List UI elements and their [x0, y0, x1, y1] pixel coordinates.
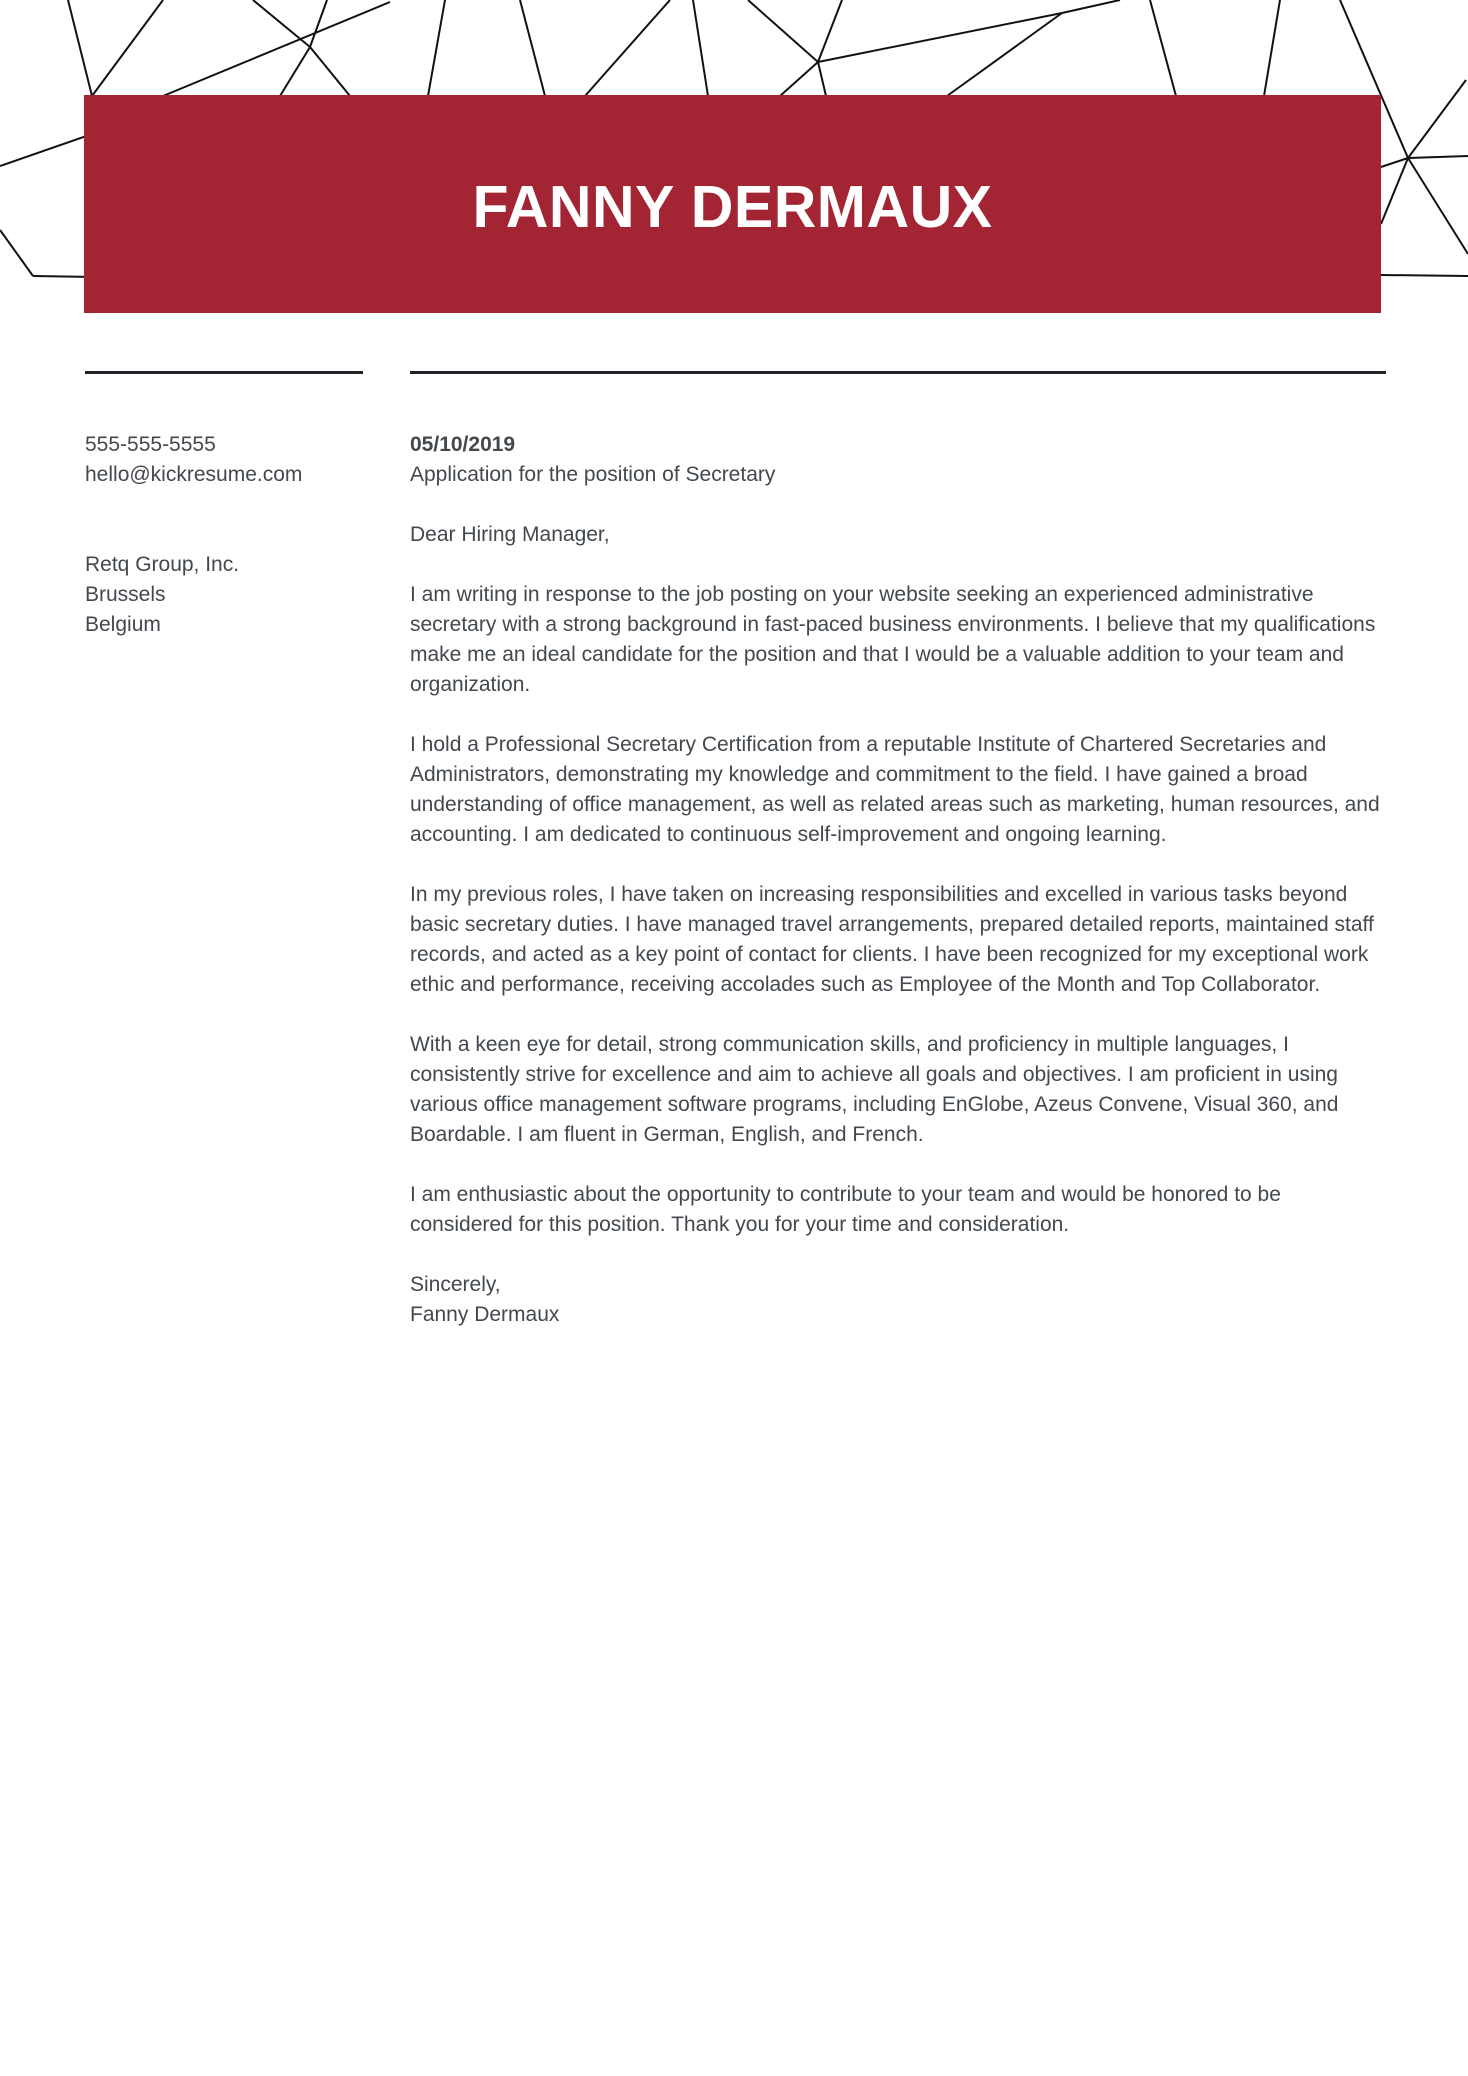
contact-column [85, 371, 363, 640]
letter-salutation: Dear Hiring Manager, [410, 523, 610, 546]
letter-paragraph: I hold a Professional Secretary Certification from a reputable Institute of Chartered Secretaries and Administrators, demonstrating my knowledge and commitment to the field. I have gained a broad understanding of office management, as well as related areas such as marketing, human resources, and accounting. I am dedicated to continuous self-improvement and ongoing learning. [410, 733, 1380, 846]
recipient-city: Brussels [85, 583, 166, 606]
letter-closing: Sincerely, [410, 1273, 501, 1296]
contact-email: hello@kickresume.com [85, 463, 303, 486]
letter-paragraph: With a keen eye for detail, strong communication skills, and proficiency in multiple languages, I consistently strive for excellence and aim to achieve all goals and objectives. I am proficient in using various office management software programs, including EnGlobe, Azeus Convene, Visual 360, and Boardable. I am fluent in German, English, and French. [410, 1033, 1339, 1146]
letter-head-block [410, 430, 1386, 490]
letter-closing-block [410, 1270, 1386, 1330]
letter-signature: Fanny Dermaux [410, 1303, 560, 1326]
letter-paragraph: I am enthusiastic about the opportunity to contribute to your team and would be honored to be considered for this position. Thank you for your time and consideration. [410, 1183, 1281, 1236]
letter-paragraph: In my previous roles, I have taken on increasing responsibilities and excelled in various tasks beyond basic secretary duties. I have managed travel arrangements, prepared detailed reports, maintained staff records, and acted as a key point of contact for clients. I have been recognized for my exceptional work ethic and performance, receiving accolades such as Employee of the Month and Top Collaborator. [410, 883, 1374, 996]
header-banner [84, 95, 1381, 313]
contact-group [85, 430, 363, 490]
letter-column [410, 371, 1386, 1330]
recipient-country: Belgium [85, 613, 161, 636]
left-column-divider [85, 371, 363, 374]
letter-date: 05/10/2019 [410, 433, 516, 456]
contact-phone: 555-555-5555 [85, 433, 216, 456]
letter-paragraph: I am writing in response to the job posting on your website seeking an experienced administrative secretary with a strong background in fast-paced business environments. I believe that my qualifications make me an ideal candidate for the position and that I would be a valuable addition to your team and organization. [410, 583, 1376, 696]
recipient-group [85, 550, 363, 640]
recipient-company: Retq Group, Inc. [85, 553, 240, 576]
right-column-divider [410, 371, 1386, 374]
candidate-name: FANNY DERMAUX [472, 174, 993, 240]
letter-subject: Application for the position of Secretary [410, 463, 776, 486]
